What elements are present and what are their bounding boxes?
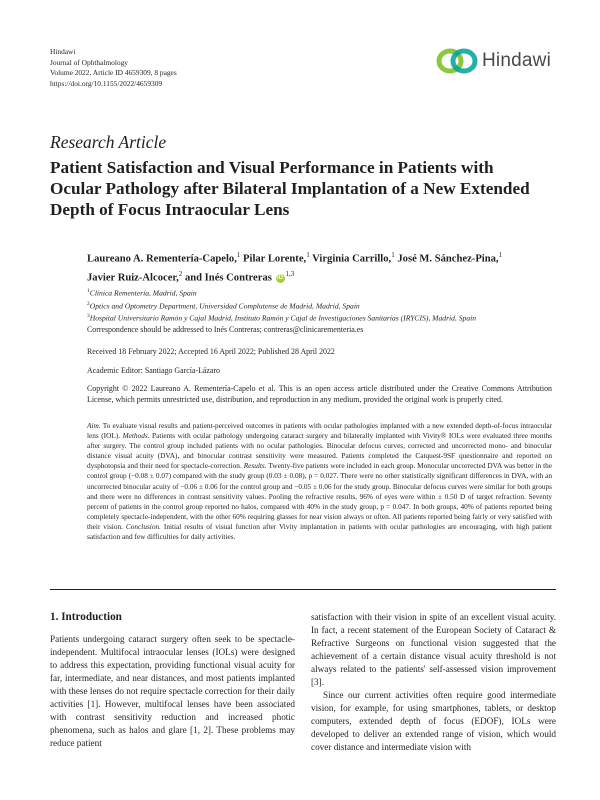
author-name[interactable]: Pilar Lorente, — [240, 253, 307, 265]
section-divider — [50, 589, 556, 590]
article-title — [50, 157, 560, 220]
paragraph: Patients undergoing cataract surgery often seek to be spectacle-independent. Multifocal intraocular lenses (IOLs) were designed to address this expectation, providing functional visual acuity for far, intermediate, and near distances, and most patients implanted with these lenses do not require spectacle correction for their daily activities [1]. However, multifocal lenses have been associated with contrast sensitivity reduction and increased photic phenomena, such as halos and glare [1, 2]. These problems may reduce patient — [50, 634, 295, 749]
affiliation-item: $^3$Hospital Universitario Ramón y Cajal Madrid, Instituto Ramón y Cajal de Investigaciones Sanitarias (IRYCIS), Madrid, Spain — [87, 313, 477, 323]
title-line: Depth of Focus Intraocular Lens — [50, 200, 290, 219]
volume-info: Volume 2022, Article ID 4659309, 8 pages — [50, 68, 177, 78]
author-list — [87, 248, 567, 286]
article-type: Research Article — [50, 132, 167, 152]
author-name[interactable]: Virginia Carrillo, — [309, 253, 392, 265]
abstract: Aim. To evaluate visual results and patient-perceived outcomes in patients with ocular pathologies implanted with a new extended depth-of-focus intraocular lens (IOL). Methods. Patients with ocular pathology undergoing cataract surgery and bilaterally implanted with Vivity® IOLs were evaluated three months after surgery. The control group included patients with no ocular pathologies. Binocular defocus curves, corrected and uncorrected mono- and binocular distance visual acuity (DVA), and binocular contrast sensitivity were measured. Patients completed the Catquest-9SF questionnaire and reported on dysphotopsia and their need for spectacle-correction. Results. Twenty-five patients were included in each group. Monocular uncorrected DVA was better in the control group (−0.08 ± 0.07) compared with the study group (0.03 ± 0.08), p = 0.027. There were no other statistically significant differences in DVA, with an uncorrected binocular acuity of −0.06 ± 0.06 for the control group and −0.05 ± 0.06 for the study group. Binocular defocus curves were similar for both groups and there were no differences in contrast sensitivity values. Pooling the refractive results, 96% of eyes were within ± 0.50 D of target refraction. Seventy percent of patients in the control group reported no halos, compared with 40% in the study group, p = 0.047. In both groups, 40% of patients reported being completely spectacle-independent, with the other 60% requiring glasses for near vision always or often. All patients reported being fairly or very satisfied with their vision. Conclusion. Initial results of visual function after Vivity implantation in patients with ocular pathologies are encouraging, with high patient satisfaction and few difficulties for daily activities. — [87, 421, 553, 542]
affiliations — [87, 286, 476, 324]
author-name[interactable]: Javier Ruiz-Alcocer, — [87, 272, 179, 284]
affiliation-item: $^1$Clínica Rementería, Madrid, Spain — [87, 288, 197, 298]
orcid-icon[interactable]: iD — [277, 274, 284, 281]
body-column-left — [50, 633, 295, 750]
title-line: Patient Satisfaction and Visual Performance in Patients with — [50, 158, 494, 177]
section-heading: 1. Introduction — [50, 611, 122, 623]
author-affiliation-mark: 1 — [391, 251, 395, 259]
author-name[interactable]: and Inés Contreras — [182, 272, 272, 284]
paragraph: Since our current activities often require good intermediate vision, for example, for using smartphones, tablets, or desktop computers, extended depth of focus (EDOF), IOLs were developed to deliver an extended range of vision, which would cover distance and intermediate vision with — [311, 690, 556, 753]
title-line: Ocular Pathology after Bilateral Implantation of a New Extended — [50, 179, 530, 198]
author-affiliation-mark: 1 — [306, 251, 310, 259]
publication-dates: Received 18 February 2022; Accepted 16 April 2022; Published 28 April 2022 — [87, 347, 335, 356]
publisher-name: Hindawi — [50, 47, 76, 56]
correspondence: Correspondence should be addressed to Inés Contreras; contreras@clinicarementeria.es — [87, 325, 364, 334]
affiliation-item: $^2$Optics and Optometry Department, Universidad Complutense de Madrid, Madrid, Spain — [87, 300, 360, 311]
journal-metadata — [50, 47, 177, 89]
hindawi-logo — [436, 47, 556, 75]
body-column-right — [311, 611, 556, 755]
academic-editor: Academic Editor: Santiago García-Lázaro — [87, 366, 220, 375]
author-name[interactable]: Laureano A. Rementería-Capelo, — [87, 253, 237, 265]
author-affiliation-mark: 1 — [498, 251, 503, 259]
copyright-notice: Copyright © 2022 Laureano A. Rementería-Capelo et al. This is an open access article distributed under the Creative Commons Attribution License, which permits unrestricted use, distribution, and reproduction in any medium, provided the original work is properly cited. — [87, 384, 552, 404]
author-affiliation-mark: 1,3 — [285, 270, 295, 279]
doi-link[interactable]: https://doi.org/10.1155/2022/4659309 — [50, 78, 163, 88]
paragraph: satisfaction with their vision in spite of an excellent visual acuity. In fact, a recent statement of the European Society of Cataract & Refractive Surgeons on functional vision suggested that the achievement of a certain distance visual acuity threshold is not always related to the patients' self-assessed vision improvement [3]. — [311, 612, 556, 688]
author-affiliation-mark: 2 — [178, 270, 183, 279]
author-name[interactable]: José M. Sánchez-Pina, — [394, 253, 499, 265]
logo-wordmark: Hindawi — [482, 50, 551, 71]
journal-name: Journal of Ophthalmology — [50, 57, 129, 67]
hindawi-logo-icon — [436, 48, 480, 74]
author-affiliation-mark: 1 — [236, 251, 241, 259]
